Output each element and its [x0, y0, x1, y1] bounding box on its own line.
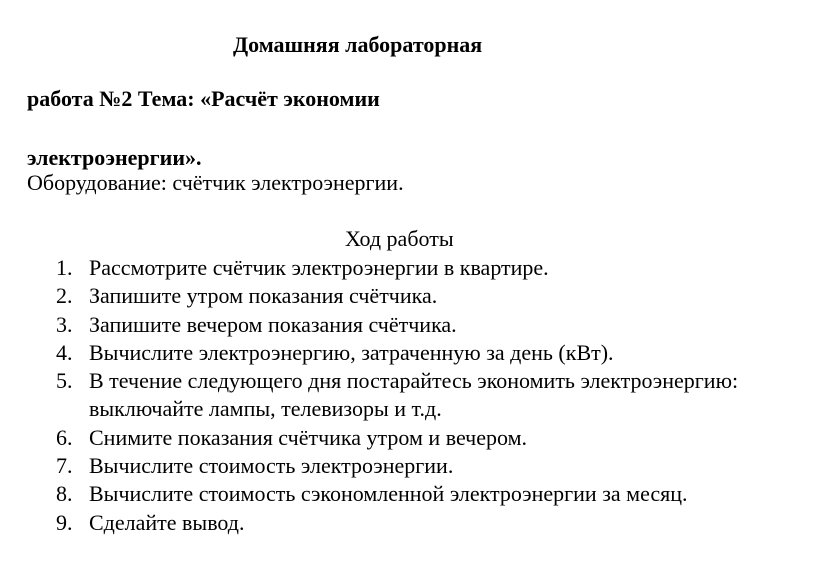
equipment-text: Оборудование: счётчик электроэнергии. [27, 170, 404, 195]
step-number: 3. [56, 311, 73, 337]
step-text: Вычислите стоимость сэкономленной электроэнергии за месяц. [89, 481, 688, 507]
list-item [0, 452, 789, 480]
document-title-line-1: Домашняя лабораторная [233, 32, 483, 57]
document-title-line-2: работа №2 Тема: «Расчёт экономии [27, 86, 380, 111]
list-item [0, 254, 789, 282]
step-text: Рассмотрите счётчик электроэнергии в квартире. [89, 255, 549, 280]
list-item [0, 509, 789, 537]
step-text: Запишите утром показания счётчика. [89, 283, 438, 309]
step-text: Снимите показания счётчика утром и вечером. [89, 424, 528, 450]
document-title-line-3: электроэнергии». [27, 145, 202, 170]
step-number: 7. [56, 453, 73, 479]
step-number: 1. [56, 255, 73, 280]
list-item [0, 311, 789, 339]
list-item [0, 480, 789, 508]
list-item [0, 339, 789, 367]
section-title: Ход работы [345, 226, 454, 251]
step-number: 2. [56, 283, 73, 309]
list-item [0, 282, 789, 310]
steps-list [0, 254, 789, 537]
step-number: 5. [56, 368, 73, 394]
list-item [0, 424, 789, 452]
step-number: 6. [56, 424, 73, 450]
step-number: 4. [56, 339, 73, 365]
step-number: 9. [56, 509, 73, 535]
step-text: Вычислите электроэнергию, затраченную за день (кВт). [89, 339, 614, 365]
step-text: Вычислите стоимость электроэнергии. [89, 453, 454, 479]
step-text: Сделайте вывод. [89, 509, 245, 535]
step-text: Запишите вечером показания счётчика. [89, 311, 457, 337]
list-item [0, 367, 789, 424]
step-text: В течение следующего дня постарайтесь экономить электроэнергию: выключайте лампы, телевизоры и т.д. [89, 368, 739, 422]
step-number: 8. [56, 481, 73, 507]
